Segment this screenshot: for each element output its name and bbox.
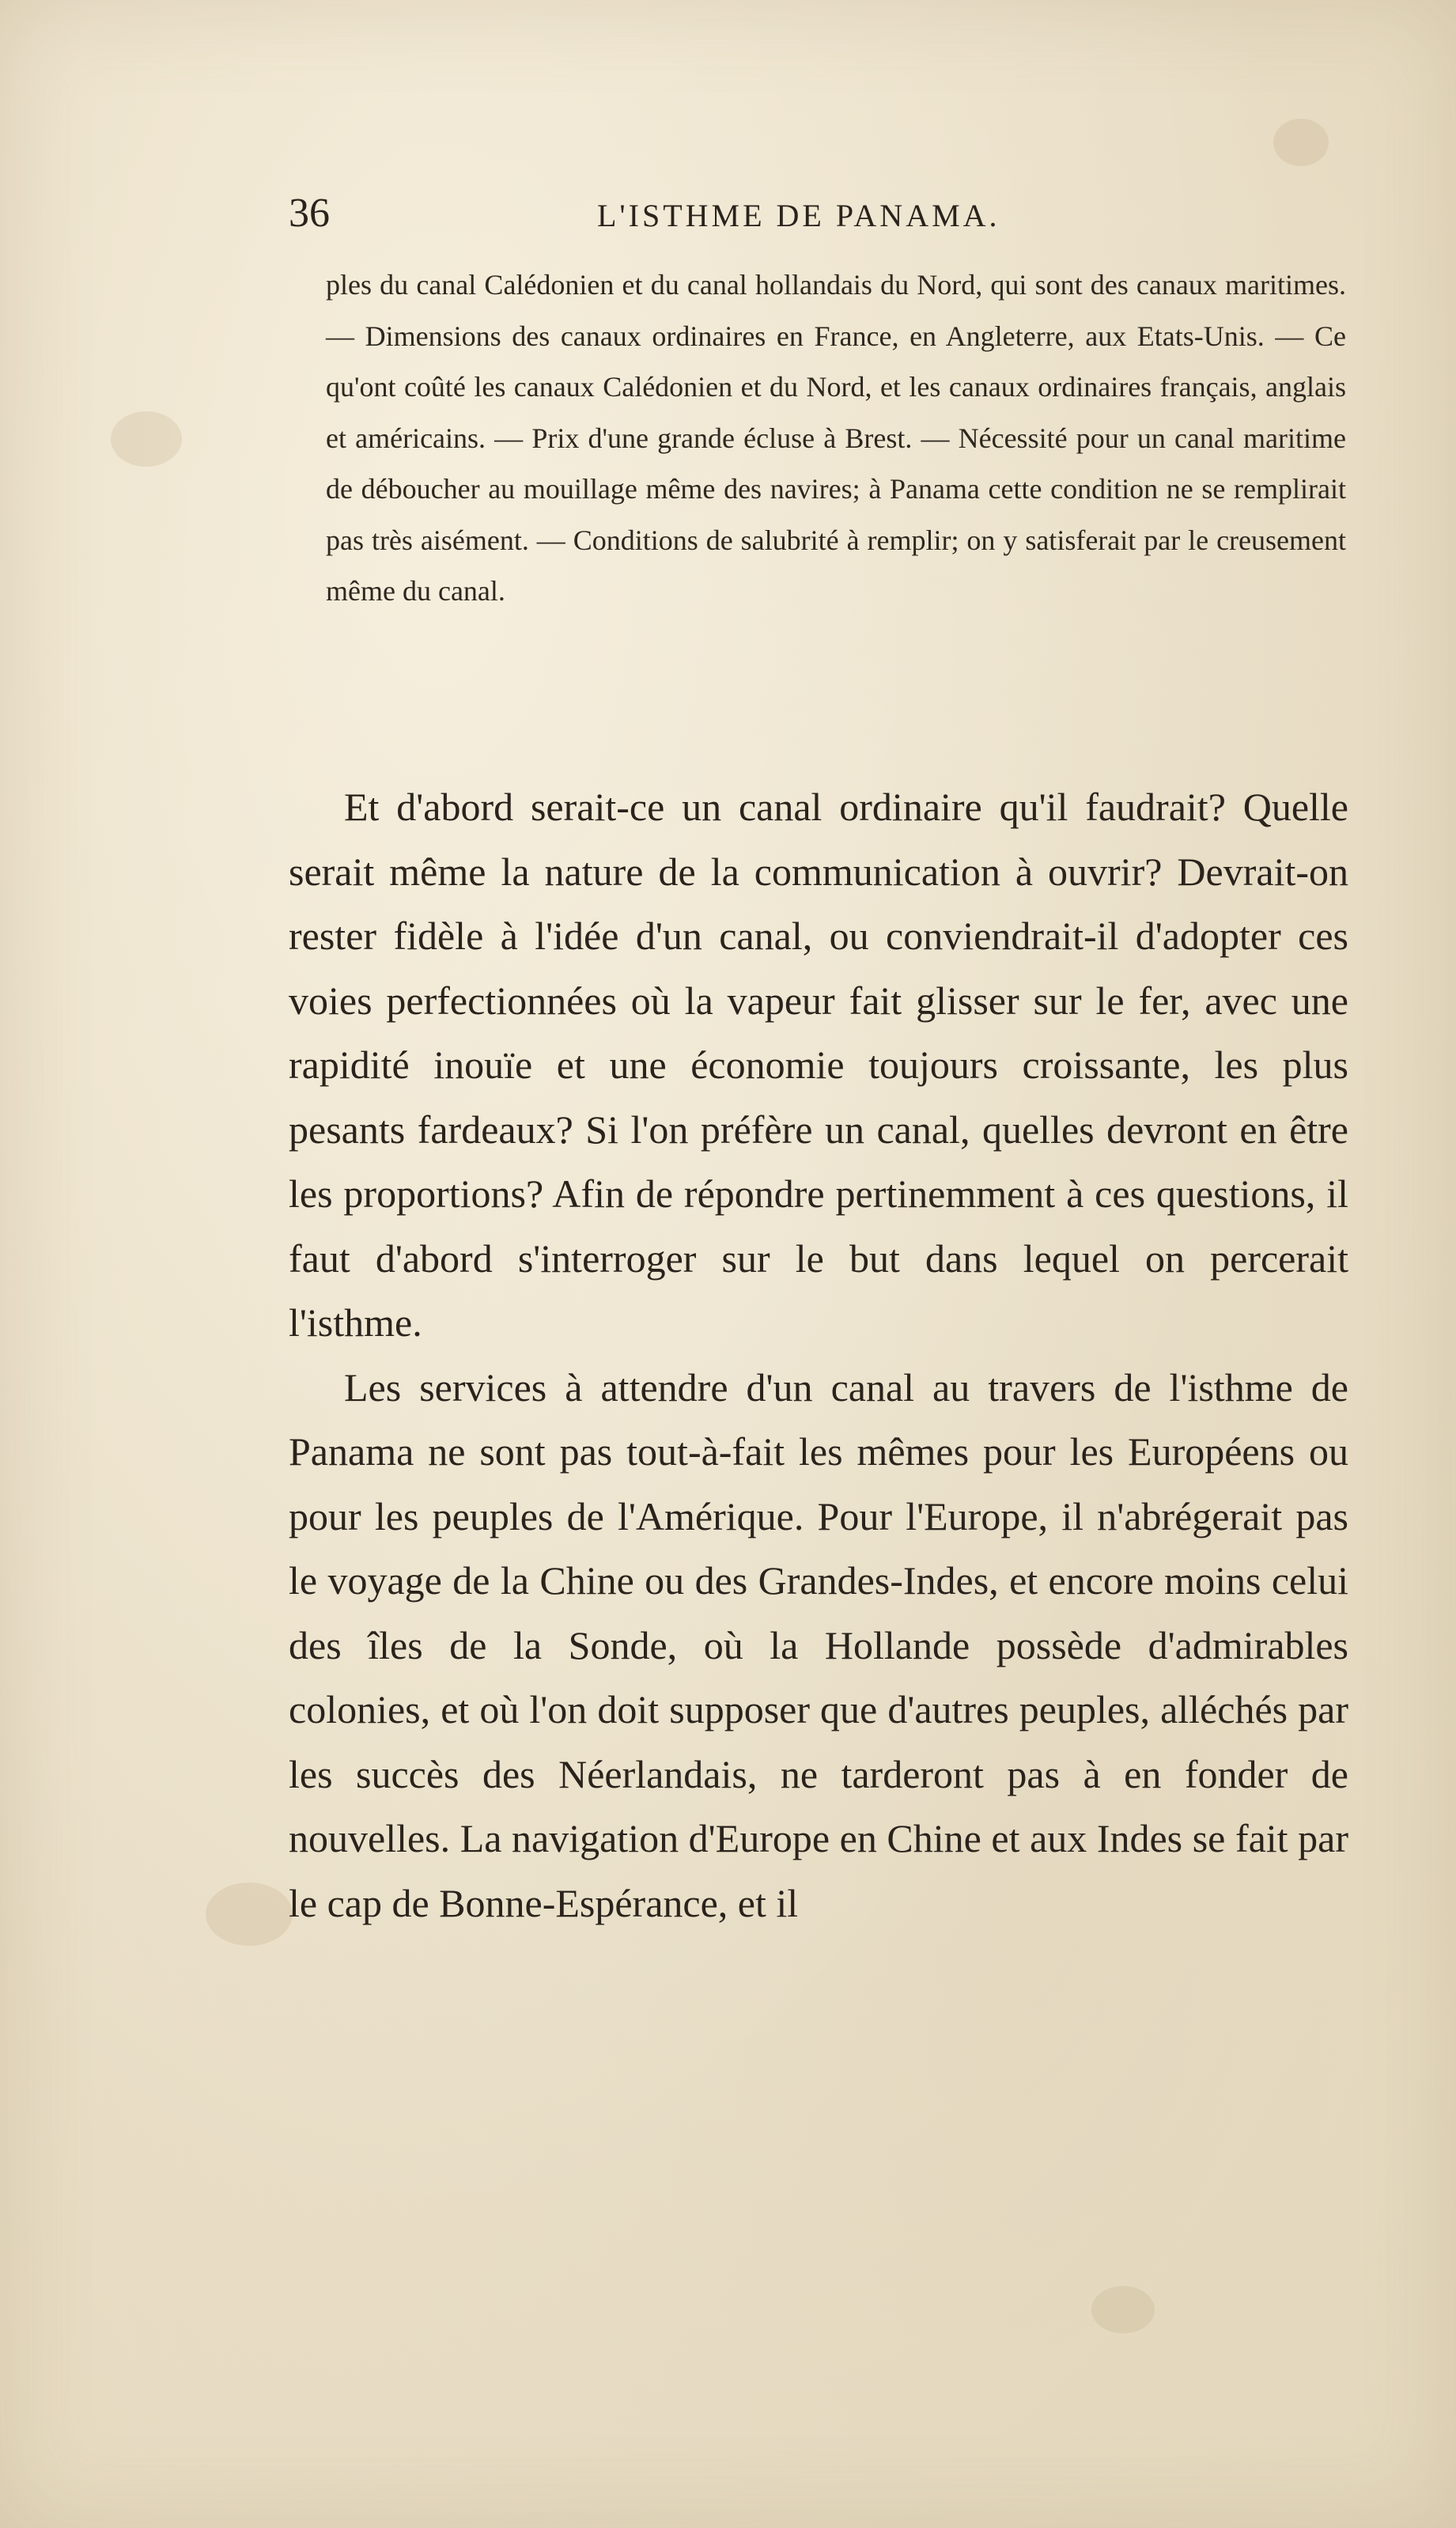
page-header — [289, 190, 1341, 245]
paper-stain — [206, 1883, 293, 1946]
paper-stain — [111, 411, 182, 467]
paper-stain — [1091, 2286, 1155, 2333]
chapter-summary: ples du canal Calédonien et du canal hollandais du Nord, qui sont des canaux maritimes. — Dimensions des canaux ordinaires en France, en Angleterre, aux Etats-Unis. — Ce qu'ont coûté les canaux Calédonien et du Nord, et les canaux ordinaires français, anglais et américains. — Prix d'une grande écluse à Brest. — Nécessité pour un canal maritime de déboucher au mouillage même des navires; à Panama cette condition ne se remplirait pas très aisément. — Conditions de salubrité à remplir; on y satisferait par le creusement même du canal. — [326, 269, 1346, 607]
running-title: L'ISTHME DE PANAMA. — [597, 198, 1000, 233]
body-paragraph: Et d'abord serait-ce un canal ordinaire qu'il faudrait? Quelle serait même la nature de la communication à ouvrir? Devrait-on rester fidèle à l'idée d'un canal, ou conviendrait-il d'adopter ces voies perfectionnées où la vapeur fait glisser sur le fer, avec une rapidité inouïe et une économie toujours croissante, les plus pesants fardeaux? Si l'on préfère un canal, quelles devront en être les proportions? Afin de répondre pertinemment à ces questions, il faut d'abord s'interroger sur le but dans lequel on percerait l'isthme. — [289, 785, 1348, 1345]
main-text — [289, 775, 1348, 1936]
paper-stain — [1273, 119, 1329, 166]
body-paragraph: Les services à attendre d'un canal au travers de l'isthme de Panama ne sont pas tout-à-fait les mêmes pour les Européens ou pour les peuples de l'Amérique. Pour l'Europe, il n'abrégerait pas le voyage de la Chine ou des Grandes-Indes, et encore moins celui des îles de la Sonde, où la Hollande possède d'admirables colonies, et où l'on doit supposer que d'autres peuples, alléchés par les succès des Néerlandais, ne tarderont pas à en fonder de nouvelles. La navigation d'Europe en Chine et aux Indes se fait par le cap de Bonne-Espérance, et il — [289, 1364, 1348, 1925]
page-number: 36 — [289, 191, 330, 236]
